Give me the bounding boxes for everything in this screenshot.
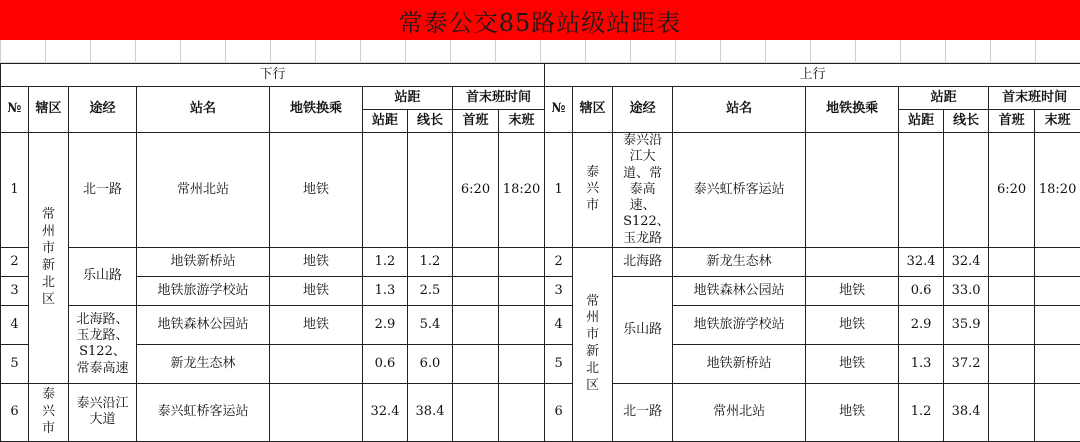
down-row-no: 3 <box>1 276 29 305</box>
up-metro-cell <box>806 133 899 248</box>
down-direction-header: 下行 <box>1 64 545 87</box>
up-length-cell: 37.2 <box>944 344 989 383</box>
down-length-cell <box>408 133 453 248</box>
down-dist-cell <box>363 133 408 248</box>
down-col-last: 末班 <box>499 110 545 133</box>
spreadsheet-grid-row <box>0 40 1080 63</box>
up-length-cell: 35.9 <box>944 305 989 344</box>
down-metro-cell: 地铁 <box>270 305 363 344</box>
up-dist-cell: 32.4 <box>899 247 944 276</box>
down-dist-cell: 32.4 <box>363 383 408 441</box>
down-col-first: 首班 <box>453 110 499 133</box>
down-station-cell: 常州北站 <box>137 133 270 248</box>
up-first-cell <box>989 305 1035 344</box>
table-row <box>1 247 1080 276</box>
down-row-no: 4 <box>1 305 29 344</box>
up-metro-cell <box>806 247 899 276</box>
up-station-cell: 地铁新桥站 <box>673 344 806 383</box>
up-first-cell: 6:20 <box>989 133 1035 248</box>
up-district-cell: 常州市新北区 <box>573 247 613 441</box>
up-col-district: 辖区 <box>573 87 613 133</box>
table-row <box>1 276 1080 305</box>
up-row-no: 5 <box>545 344 573 383</box>
up-metro-cell: 地铁 <box>806 276 899 305</box>
page-title: 常泰公交85路站级站距表 <box>399 3 682 38</box>
up-via-cell: 北海路 <box>613 247 673 276</box>
up-row-no: 6 <box>545 383 573 441</box>
table-row <box>1 133 1080 248</box>
title-bar <box>0 0 1080 40</box>
up-length-cell: 38.4 <box>944 383 989 441</box>
up-station-cell: 地铁旅游学校站 <box>673 305 806 344</box>
up-via-cell: 乐山路 <box>613 276 673 383</box>
down-first-cell: 6:20 <box>453 133 499 248</box>
down-via-cell: 北海路、玉龙路、S122、常泰高速 <box>69 305 137 383</box>
up-last-cell <box>1035 344 1080 383</box>
up-col-via: 途经 <box>613 87 673 133</box>
up-last-cell <box>1035 247 1080 276</box>
down-metro-cell <box>270 344 363 383</box>
down-length-cell: 2.5 <box>408 276 453 305</box>
down-row-no: 5 <box>1 344 29 383</box>
down-dist-cell: 2.9 <box>363 305 408 344</box>
down-via-cell: 乐山路 <box>69 247 137 305</box>
down-station-cell: 泰兴虹桥客运站 <box>137 383 270 441</box>
down-last-cell: 18:20 <box>499 133 545 248</box>
up-direction-header: 上行 <box>545 64 1080 87</box>
up-row-no: 3 <box>545 276 573 305</box>
down-col-length: 线长 <box>408 110 453 133</box>
down-station-cell: 地铁森林公园站 <box>137 305 270 344</box>
up-via-cell: 泰兴沿江大道、常泰高速、S122、玉龙路 <box>613 133 673 248</box>
up-first-cell <box>989 276 1035 305</box>
schedule-table <box>0 63 1080 442</box>
down-row-no: 1 <box>1 133 29 248</box>
down-length-cell: 6.0 <box>408 344 453 383</box>
up-metro-cell: 地铁 <box>806 305 899 344</box>
down-last-cell <box>499 344 545 383</box>
down-length-cell: 1.2 <box>408 247 453 276</box>
down-dist-cell: 0.6 <box>363 344 408 383</box>
down-district-cell: 泰兴市 <box>29 383 69 441</box>
up-first-cell <box>989 247 1035 276</box>
down-first-cell <box>453 247 499 276</box>
up-station-cell: 地铁森林公园站 <box>673 276 806 305</box>
down-row-no: 6 <box>1 383 29 441</box>
down-station-cell: 地铁旅游学校站 <box>137 276 270 305</box>
up-district-cell: 泰兴市 <box>573 133 613 248</box>
up-dist-cell: 0.6 <box>899 276 944 305</box>
down-dist-cell: 1.3 <box>363 276 408 305</box>
up-col-distance: 站距 <box>899 87 989 110</box>
down-col-station: 站名 <box>137 87 270 133</box>
down-col-distance: 站距 <box>363 87 453 110</box>
up-dist-cell: 1.2 <box>899 383 944 441</box>
up-last-cell: 18:20 <box>1035 133 1080 248</box>
down-last-cell <box>499 305 545 344</box>
down-via-cell: 北一路 <box>69 133 137 248</box>
down-metro-cell: 地铁 <box>270 133 363 248</box>
down-via-cell: 泰兴沿江大道 <box>69 383 137 441</box>
up-station-cell: 新龙生态林 <box>673 247 806 276</box>
up-col-times: 首末班时间 <box>989 87 1080 110</box>
down-first-cell <box>453 344 499 383</box>
up-last-cell <box>1035 305 1080 344</box>
down-col-district: 辖区 <box>29 87 69 133</box>
down-length-cell: 5.4 <box>408 305 453 344</box>
down-metro-cell: 地铁 <box>270 247 363 276</box>
up-dist-cell: 2.9 <box>899 305 944 344</box>
down-station-cell: 新龙生态林 <box>137 344 270 383</box>
up-row-no: 4 <box>545 305 573 344</box>
down-metro-cell <box>270 383 363 441</box>
up-last-cell <box>1035 276 1080 305</box>
down-col-metro: 地铁换乘 <box>270 87 363 133</box>
down-row-no: 2 <box>1 247 29 276</box>
down-first-cell <box>453 276 499 305</box>
up-first-cell <box>989 383 1035 441</box>
down-last-cell <box>499 247 545 276</box>
down-last-cell <box>499 383 545 441</box>
down-station-cell: 地铁新桥站 <box>137 247 270 276</box>
up-via-cell: 北一路 <box>613 383 673 441</box>
up-col-station: 站名 <box>673 87 806 133</box>
up-col-dist: 站距 <box>899 110 944 133</box>
up-last-cell <box>1035 383 1080 441</box>
down-length-cell: 38.4 <box>408 383 453 441</box>
down-first-cell <box>453 383 499 441</box>
down-dist-cell: 1.2 <box>363 247 408 276</box>
up-col-no: № <box>545 87 573 133</box>
table-row <box>1 383 1080 441</box>
down-last-cell <box>499 276 545 305</box>
up-metro-cell: 地铁 <box>806 383 899 441</box>
up-dist-cell: 1.3 <box>899 344 944 383</box>
up-row-no: 1 <box>545 133 573 248</box>
up-col-length: 线长 <box>944 110 989 133</box>
up-col-first: 首班 <box>989 110 1035 133</box>
up-col-last: 末班 <box>1035 110 1080 133</box>
up-station-cell: 常州北站 <box>673 383 806 441</box>
down-col-no: № <box>1 87 29 133</box>
down-col-dist: 站距 <box>363 110 408 133</box>
up-col-metro: 地铁换乘 <box>806 87 899 133</box>
up-station-cell: 泰兴虹桥客运站 <box>673 133 806 248</box>
up-length-cell: 32.4 <box>944 247 989 276</box>
down-first-cell <box>453 305 499 344</box>
up-metro-cell: 地铁 <box>806 344 899 383</box>
table-row <box>1 305 1080 344</box>
up-row-no: 2 <box>545 247 573 276</box>
down-district-cell: 常州市新北区 <box>29 133 69 384</box>
up-length-cell <box>944 133 989 248</box>
table-row <box>1 344 1080 383</box>
down-metro-cell: 地铁 <box>270 276 363 305</box>
up-first-cell <box>989 344 1035 383</box>
up-dist-cell <box>899 133 944 248</box>
down-col-times: 首末班时间 <box>453 87 545 110</box>
down-col-via: 途经 <box>69 87 137 133</box>
up-length-cell: 33.0 <box>944 276 989 305</box>
